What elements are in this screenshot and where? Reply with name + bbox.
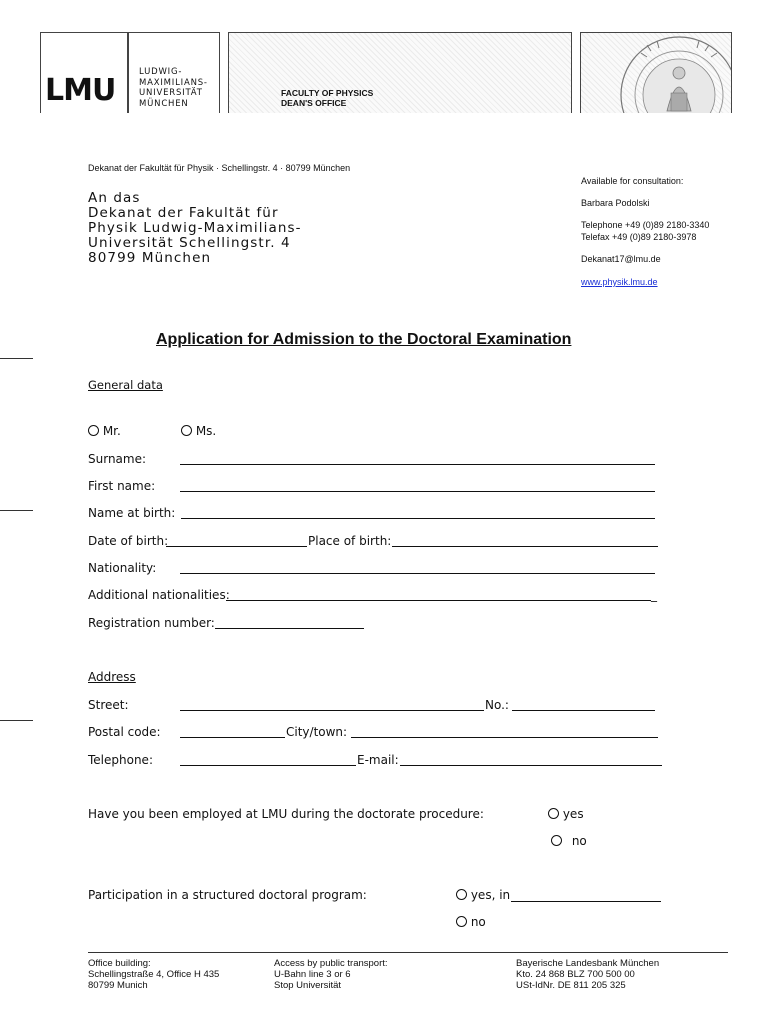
house-number-label: No.: (485, 698, 509, 712)
employment-question: Have you been employed at LMU during the doctorate procedure: (88, 807, 484, 821)
name-at-birth-field[interactable] (181, 518, 655, 519)
radio-ms-label: Ms. (195, 424, 217, 438)
city-field[interactable] (351, 737, 658, 738)
street-label: Street: (88, 698, 129, 712)
contact-email: Dekanat17@lmu.de (581, 254, 661, 264)
website-link[interactable]: www.physik.lmu.de (581, 277, 658, 287)
fold-mark-bottom (0, 720, 33, 721)
radio-circle-icon[interactable] (88, 425, 99, 436)
employment-no-radio[interactable] (551, 834, 587, 848)
nationality-label: Nationality: (88, 561, 157, 575)
header-logo-box (40, 32, 128, 113)
surname-label: Surname: (88, 452, 147, 466)
date-of-birth-field[interactable] (166, 546, 307, 547)
university-name: LUDWIG- MAXIMILIANS- UNIVERSITÄT MÜNCHEN (139, 67, 208, 109)
city-label: City/town: (286, 725, 348, 739)
postal-code-field[interactable] (180, 737, 285, 738)
telephone-field[interactable] (180, 765, 356, 766)
first-name-label: First name: (88, 479, 156, 493)
place-of-birth-field[interactable] (392, 546, 658, 547)
fold-mark-middle (0, 510, 33, 511)
header-university-box (128, 32, 220, 113)
employment-yes-label: yes (562, 807, 584, 821)
place-of-birth-label: Place of birth: (308, 534, 392, 548)
program-no-radio[interactable] (456, 915, 486, 929)
footer-office: Office building: Schellingstraße 4, Office H 435 80799 Munich (88, 958, 220, 991)
contact-telephone: Telephone +49 (0)89 2180-3340 (581, 220, 710, 230)
fold-mark-top (0, 358, 33, 359)
first-name-field[interactable] (180, 491, 655, 492)
contact-heading: Available for consultation: (581, 176, 684, 186)
footer-transport: Access by public transport: U-Bahn line 3 or 6 Stop Universität (274, 958, 388, 991)
radio-circle-icon[interactable] (456, 916, 467, 927)
additional-nationalities-field[interactable] (226, 600, 651, 601)
email-field[interactable] (400, 765, 662, 766)
radio-ms[interactable] (181, 424, 216, 438)
university-seal-icon (581, 33, 731, 113)
registration-number-label: Registration number: (88, 616, 215, 630)
nationality-field[interactable] (180, 573, 655, 574)
name-at-birth-label: Name at birth: (88, 506, 176, 520)
street-field[interactable] (180, 710, 484, 711)
radio-circle-icon[interactable] (456, 889, 467, 900)
trailing-underscore: _ (651, 588, 657, 602)
employment-yes-radio[interactable] (548, 807, 584, 821)
radio-circle-icon[interactable] (181, 425, 192, 436)
general-data-heading: General data (88, 378, 163, 392)
lmu-logo: LMU (45, 73, 116, 108)
page-title: Application for Admission to the Doctoral Examination (156, 331, 572, 348)
email-label: E-mail: (357, 753, 399, 767)
additional-nationalities-label: Additional nationalities: (88, 588, 230, 602)
address-heading: Address (88, 670, 136, 684)
faculty-name: FACULTY OF PHYSICS DEAN'S OFFICE (281, 88, 374, 108)
radio-circle-icon[interactable] (548, 808, 559, 819)
program-question: Participation in a structured doctoral program: (88, 888, 367, 902)
date-of-birth-label: Date of birth: (88, 534, 169, 548)
registration-number-field[interactable] (215, 628, 364, 629)
footer-divider (88, 952, 728, 953)
footer-bank: Bayerische Landesbank München Kto. 24 868 BLZ 700 500 00 USt-IdNr. DE 811 205 325 (516, 958, 660, 991)
program-name-field[interactable] (511, 901, 661, 902)
sender-line: Dekanat der Fakultät für Physik · Schellingstr. 4 · 80799 München (88, 163, 351, 173)
telephone-label: Telephone: (88, 753, 153, 767)
employment-no-label: no (571, 834, 587, 848)
contact-telefax: Telefax +49 (0)89 2180-3978 (581, 232, 697, 242)
radio-circle-icon[interactable] (551, 835, 562, 846)
radio-mr[interactable] (88, 424, 121, 438)
radio-mr-label: Mr. (102, 424, 121, 438)
house-number-field[interactable] (512, 710, 655, 711)
header-seal-box (580, 32, 732, 113)
recipient-address: An das Dekanat der Fakultät für Physik Ludwig-Maximilians- Universität Schellingstr. 4 80799 München (88, 190, 302, 266)
program-yes-label: yes, in (470, 888, 511, 902)
contact-name: Barbara Podolski (581, 198, 650, 208)
surname-field[interactable] (180, 464, 655, 465)
postal-code-label: Postal code: (88, 725, 161, 739)
header-faculty-box (228, 32, 572, 113)
program-no-label: no (470, 915, 486, 929)
program-yes-radio[interactable] (456, 888, 510, 902)
